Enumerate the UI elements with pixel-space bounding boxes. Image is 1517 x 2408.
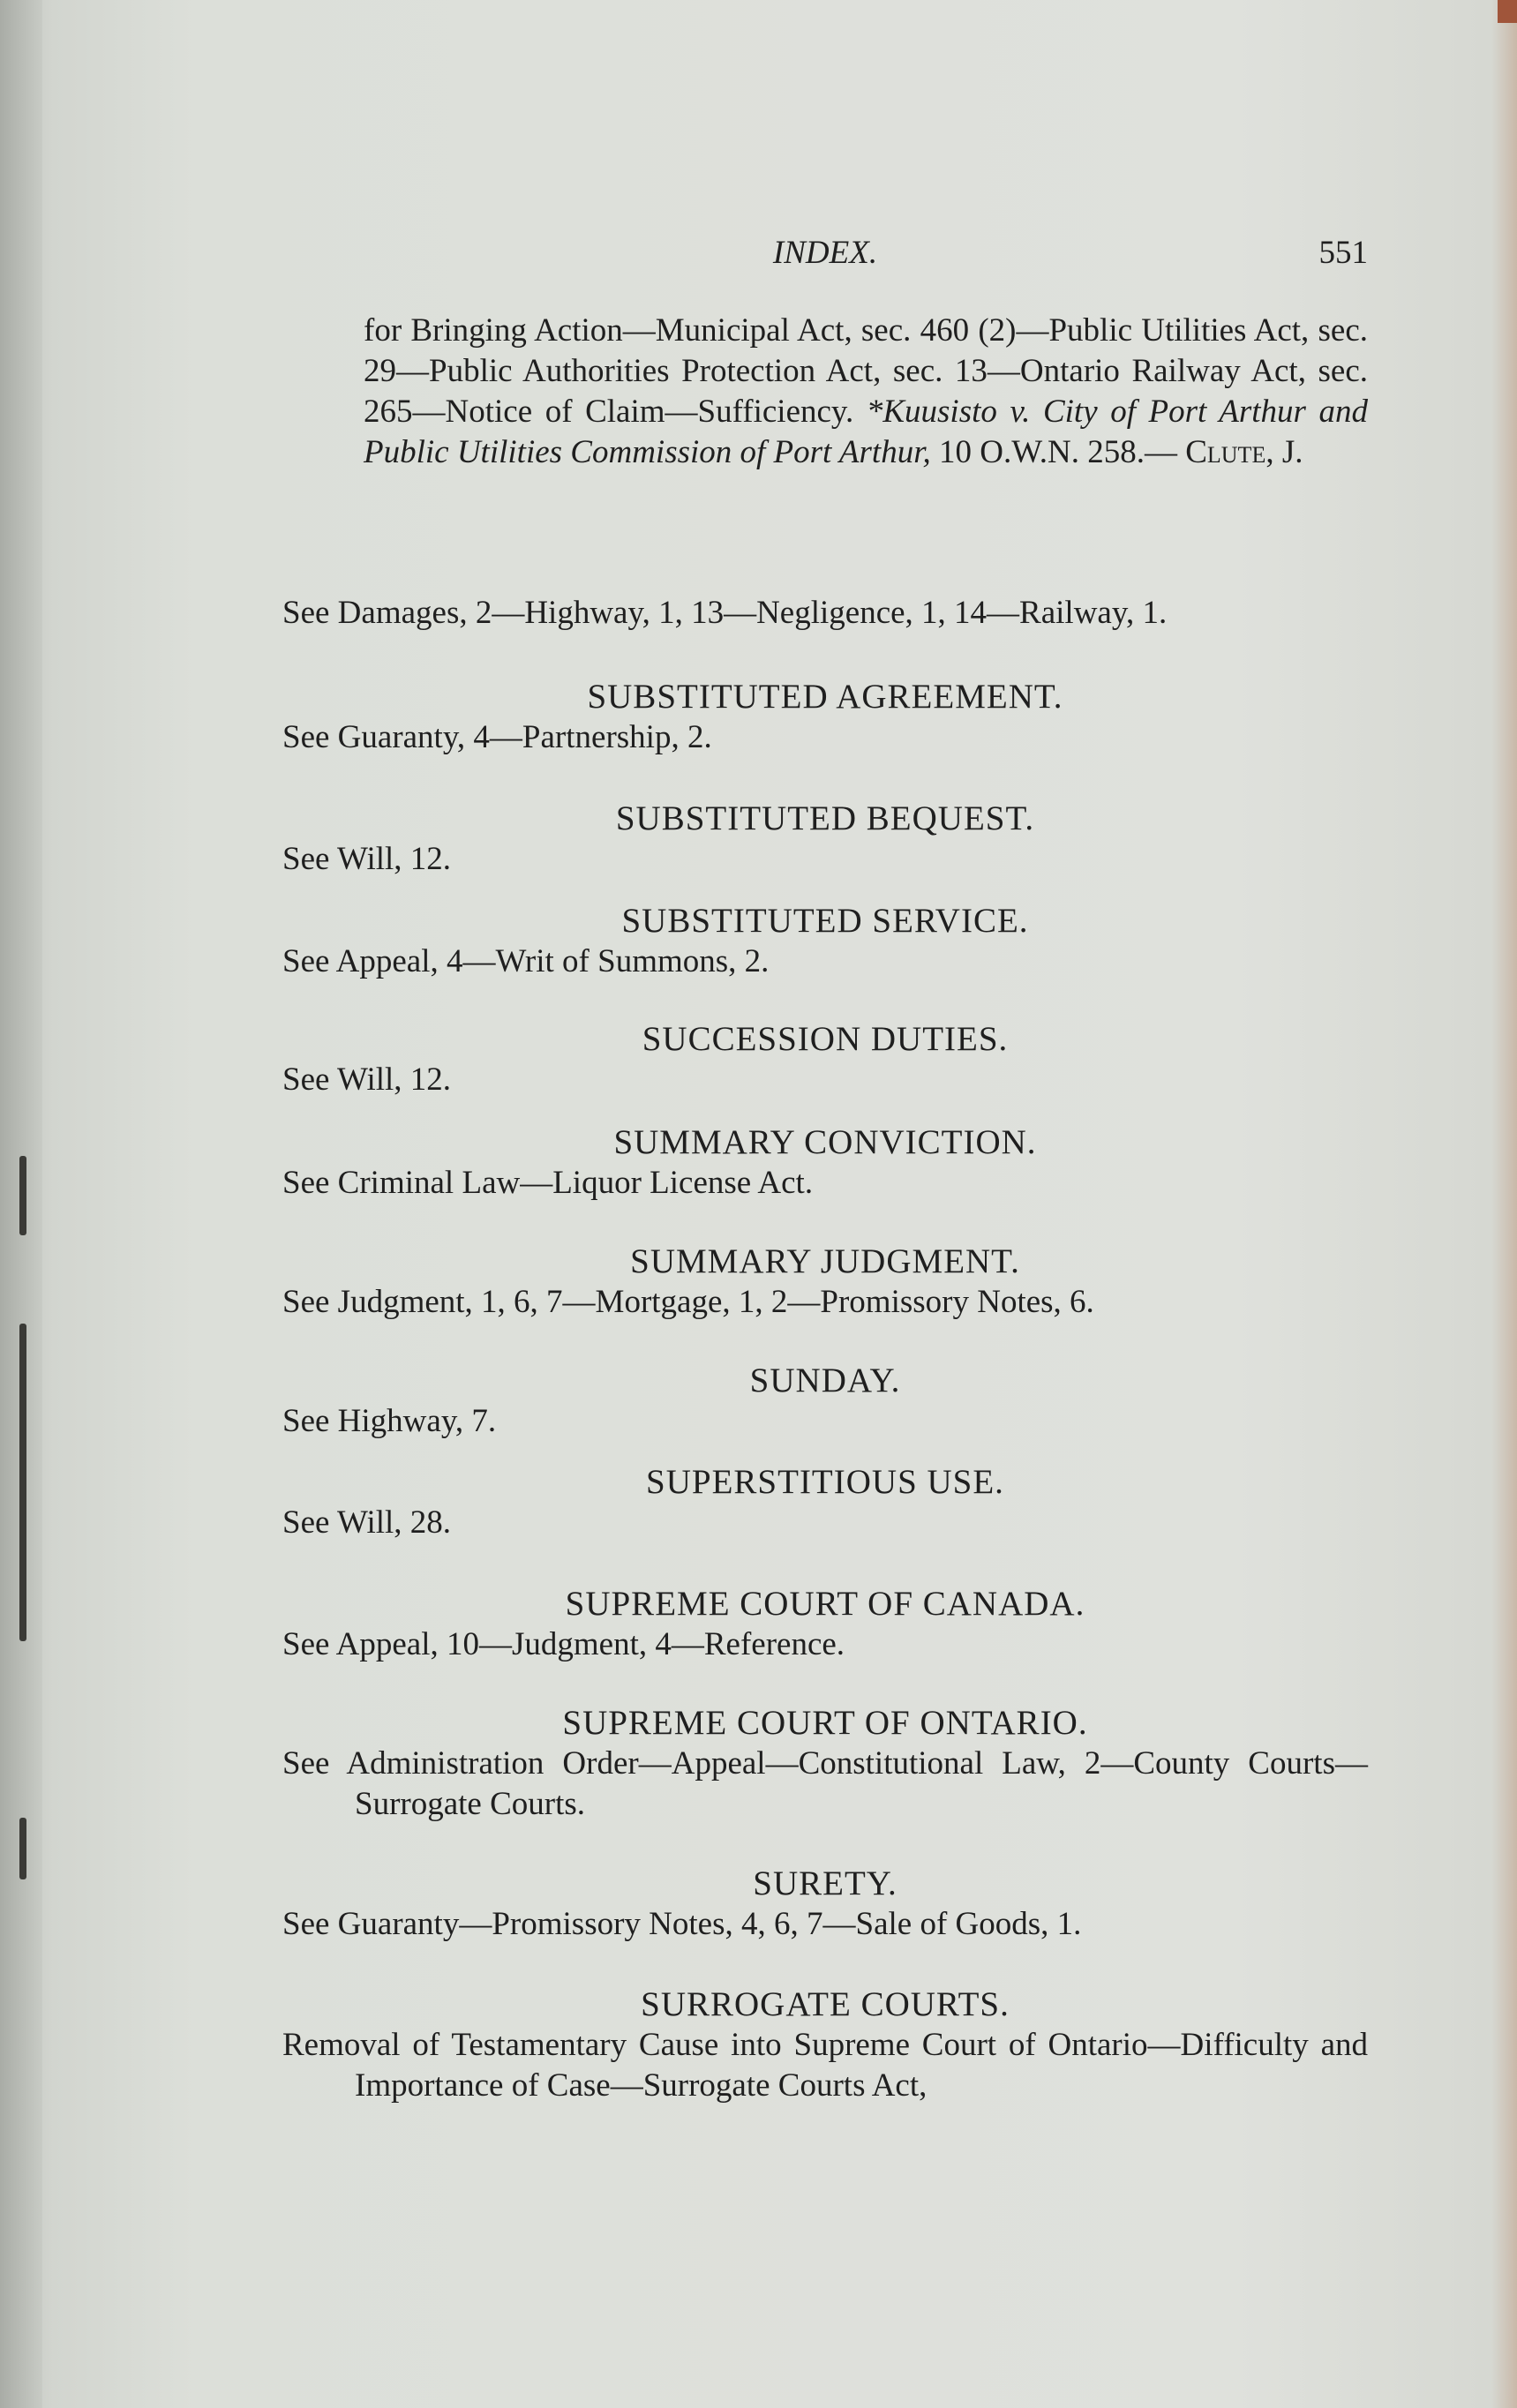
index-entry — [282, 1703, 1368, 1825]
intro-text: for Bringing Action—Municipal Act, sec. 460 (2)—Public Utilities Act, sec. 29—Public Authorities Protection Act, sec. 13—Ontario Railway Act, sec. 265—Notice of Claim—Sufficiency. — [364, 312, 1368, 430]
entry-heading: SUBSTITUTED AGREEMENT. — [587, 678, 1063, 716]
index-entry — [282, 1984, 1368, 2106]
cross-reference: See Damages, 2—Highway, 1, 13—Negligence, 1, 14—Railway, 1. — [282, 595, 1168, 631]
cross-reference: See Guaranty—Promissory Notes, 4, 6, 7—Sale of Goods, 1. — [282, 1906, 1082, 1942]
binding-stitch — [19, 1818, 26, 1879]
entry-heading: SUCCESSION DUTIES. — [642, 1020, 1009, 1058]
citation-text: 10 O.W.N. 258.— — [930, 434, 1177, 470]
index-entry — [282, 1122, 1368, 1204]
index-entry — [282, 1462, 1368, 1543]
index-entry — [282, 901, 1368, 982]
cross-reference: See Will, 12. — [282, 841, 452, 877]
cross-reference: See Judgment, 1, 6, 7—Mortgage, 1, 2—Promissory Notes, 6. — [282, 1284, 1094, 1320]
case-name: *Kuusisto v. City of Port Arthur and Public Utilities Commission of Port Arthur, — [364, 394, 1368, 470]
cross-reference: See Administration Order—Appeal—Constitutional Law, 2—County Courts—Surrogate Courts. — [282, 1745, 1368, 1822]
index-entry — [282, 1019, 1368, 1100]
entry-heading: SURETY. — [753, 1864, 897, 1902]
judge-name: Clute, J. — [1185, 434, 1303, 470]
entry-heading: SURROGATE COURTS. — [641, 1985, 1010, 2023]
intro-entry — [282, 311, 1368, 473]
binding-stitch — [19, 1324, 26, 1641]
index-entry — [282, 799, 1368, 880]
cross-reference: See Appeal, 10—Judgment, 4—Reference. — [282, 1626, 845, 1662]
entry-heading: SUBSTITUTED SERVICE. — [621, 902, 1029, 940]
index-entry — [282, 1242, 1368, 1323]
cross-reference: See Will, 28. — [282, 1504, 452, 1541]
cross-reference: See Criminal Law—Liquor License Act. — [282, 1165, 814, 1201]
cross-reference: See Highway, 7. — [282, 1403, 497, 1439]
entry-heading: SUMMARY CONVICTION. — [613, 1123, 1037, 1161]
index-entry — [282, 1864, 1368, 1945]
entry-heading: SUPREME COURT OF CANADA. — [565, 1585, 1085, 1623]
page-number: 551 — [1318, 235, 1368, 271]
header-title: INDEX. — [772, 235, 878, 271]
index-entry — [282, 677, 1368, 758]
cross-reference: See Appeal, 4—Writ of Summons, 2. — [282, 943, 770, 979]
entry-heading: SUBSTITUTED BEQUEST. — [615, 799, 1035, 837]
body-text: Removal of Testamentary Cause into Supreme Court of Ontario—Difficulty and Importance of Case—Surrogate Courts Act, — [282, 2027, 1368, 2104]
intro-paragraph — [282, 311, 1368, 473]
entry-heading: SUPREME COURT OF ONTARIO. — [562, 1704, 1088, 1742]
index-entry — [282, 1361, 1368, 1442]
index-entry — [282, 1584, 1368, 1665]
binding-stitch — [19, 1156, 26, 1235]
cross-reference: See Will, 12. — [282, 1061, 452, 1098]
cross-reference: See Guaranty, 4—Partnership, 2. — [282, 719, 712, 755]
running-header — [282, 231, 1368, 275]
entry-heading: SUNDAY. — [749, 1362, 901, 1399]
entry-heading: SUPERSTITIOUS USE. — [646, 1463, 1004, 1501]
entry-heading: SUMMARY JUDGMENT. — [630, 1242, 1020, 1280]
page-corner-tint — [1498, 0, 1517, 23]
see-damages-line — [282, 593, 1368, 634]
